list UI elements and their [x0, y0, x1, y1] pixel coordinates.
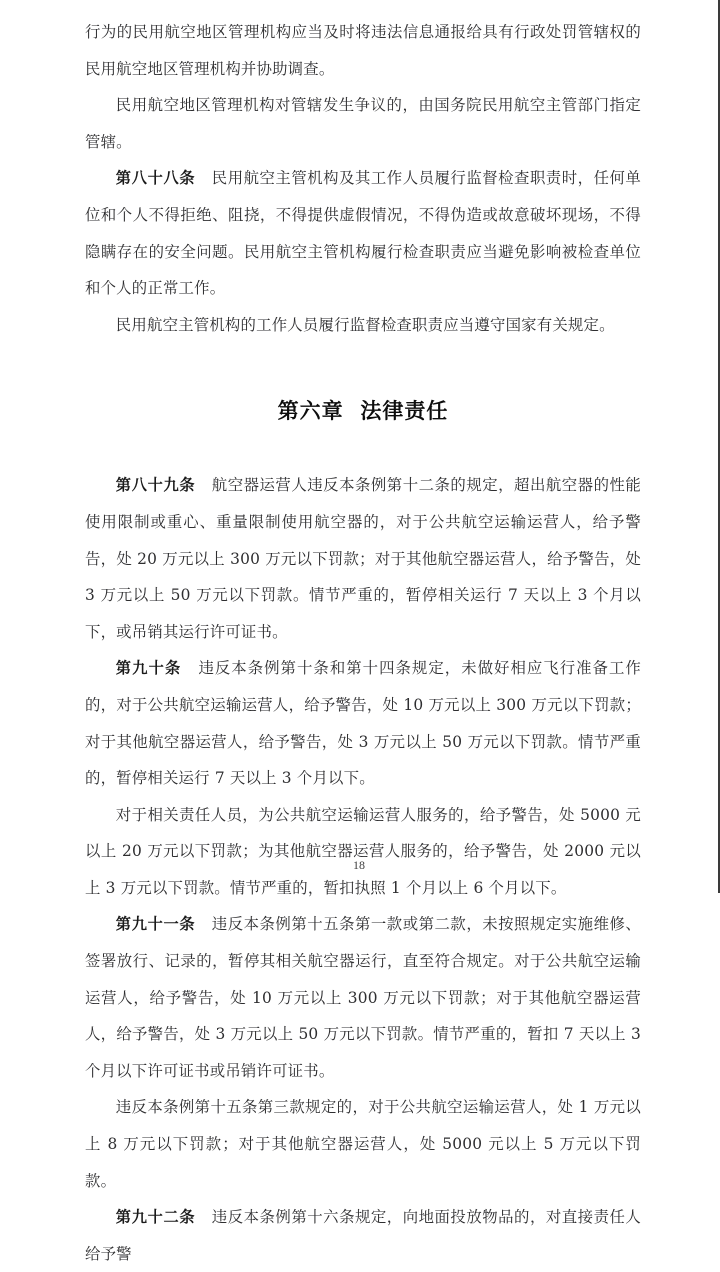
article-90-number: 第九十条	[115, 659, 182, 678]
page-content-area	[85, 0, 641, 1272]
paragraph-jurisdiction-dispute: 民用航空地区管理机构对管辖发生争议的，由国务院民用航空主管部门指定管辖。	[85, 96, 641, 151]
article-90-text: 违反本条例第十条和第十四条规定，未做好相应飞行准备工作的，对于公共航空运输运营人，给予警告，处 10 万元以上 300 万元以下罚款；对于其他航空器运营人，给予警告，处 3 万元以上 50 万元以下罚款。情节严重的，暂停相关运行 7 天以上 3 个月以下。	[85, 659, 641, 788]
article-92-text: 违反本条例第十六条规定，向地面投放物品的，对直接责任人给予警	[85, 1208, 642, 1263]
article-91-text: 违反本条例第十五条第一款或第二款，未按照规定实施维修、签署放行、记录的，暂停其相关航空器运行，直至符合规定。对于公共航空运输运营人，给予警告，处 10 万元以上 300 万元以下罚款；对于其他航空器运营人，给予警告，处 3 万元以上 50 万元以下罚款。情节严重的，暂扣 7 天以上 3 个月以下许可证书或吊销许可证书。	[85, 915, 642, 1080]
article-91	[85, 906, 641, 1089]
heading-top-spacer	[85, 343, 641, 393]
heading-bottom-spacer	[85, 429, 641, 467]
chapter-title: 法律责任	[360, 399, 449, 424]
article-90	[85, 650, 641, 796]
page-number: 18	[353, 858, 365, 872]
article-89-number: 第八十九条	[115, 476, 196, 495]
article-91-number: 第九十一条	[115, 915, 196, 934]
paragraph-continuation-1: 行为的民用航空地区管理机构应当及时将违法信息通报给具有行政处罚管辖权的民用航空地区管理机构并协助调查。	[85, 23, 641, 78]
article-88-number: 第八十八条	[115, 169, 196, 188]
chapter-number: 第六章	[277, 399, 344, 424]
article-89	[85, 467, 641, 650]
article-88	[85, 160, 641, 306]
top-padding	[85, 0, 641, 14]
paragraph-staff-compliance: 民用航空主管机构的工作人员履行监督检查职责应当遵守国家有关规定。	[115, 315, 615, 334]
article-88-text: 民用航空主管机构及其工作人员履行监督检查职责时，任何单位和个人不得拒绝、阻挠，不得提供虚假情况，不得伪造或故意破坏现场，不得隐瞒存在的安全问题。民用航空主管机构履行检查职责应当避免影响被检查单位和个人的正常工作。	[85, 169, 642, 298]
paragraph-responsible-personnel: 对于相关责任人员，为公共航空运输运营人服务的，给予警告，处 5000 元以上 20 万元以下罚款；为其他航空器运营人服务的，给予警告，处 2000 元以上 3 万元以下罚款。情节严重的，暂扣执照 1 个月以上 6 个月以下。	[85, 805, 641, 897]
article-89-text: 航空器运营人违反本条例第十二条的规定，超出航空器的性能使用限制或重心、重量限制使用航空器的，对于公共航空运输运营人，给予警告，处 20 万元以上 300 万元以下罚款；对于其他航空器运营人，给予警告，处 3 万元以上 50 万元以下罚款。情节严重的，暂停相关运行 7 天以上 3 个月以下，或吊销其运行许可证书。	[85, 476, 642, 641]
chapter-heading	[85, 393, 641, 429]
paragraph-article-15-clause-3: 违反本条例第十五条第三款规定的，对于公共航空运输运营人，处 1 万元以上 8 万元以下罚款；对于其他航空器运营人，处 5000 元以上 5 万元以下罚款。	[85, 1098, 641, 1190]
article-92	[85, 1199, 641, 1272]
article-92-number: 第九十二条	[115, 1208, 196, 1227]
